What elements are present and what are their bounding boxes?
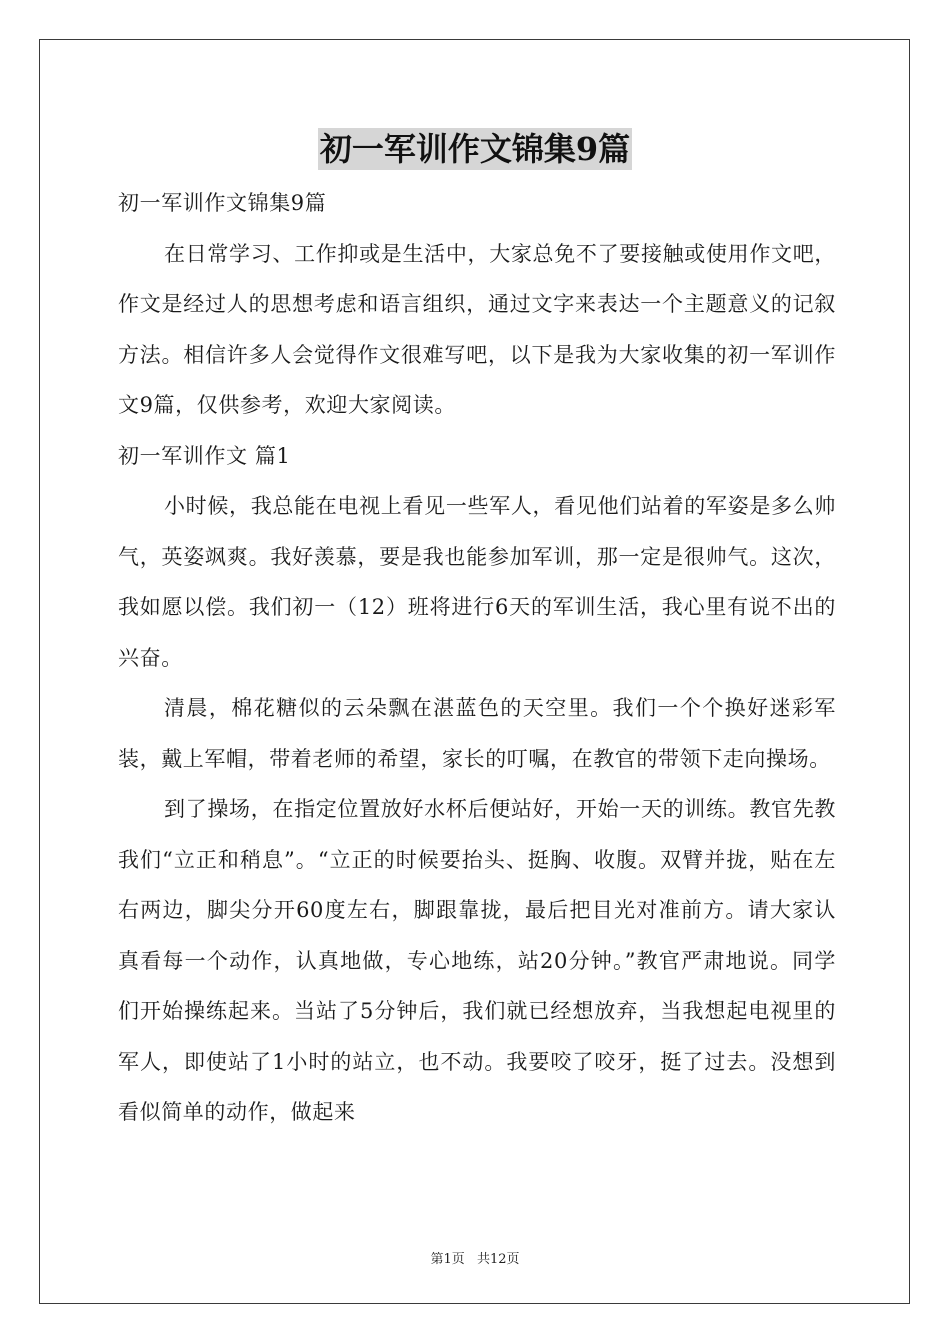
page-number: 第1页 — [430, 1252, 465, 1267]
document-body — [118, 178, 836, 1138]
page-footer — [0, 1248, 950, 1267]
section-heading: 初一军训作文 篇1 — [118, 443, 291, 468]
body-paragraph-2: 清晨，棉花糖似的云朵飘在湛蓝色的天空里。我们一个个换好迷彩军装，戴上军帽，带着老师的希望，家长的叮嘱，在教官的带领下走向操场。 — [118, 696, 836, 771]
body-paragraph-3: 到了操场，在指定位置放好水杯后便站好，开始一天的训练。教官先教我们“立正和稍息”。“立正的时候要抬头、挺胸、收腹。双臂并拢，贴在左右两边，脚尖分开60度左右，脚跟靠拢，最后把目光对准前方。请大家认真看每一个动作，认真地做，专心地练，站20分钟。”教官严肃地说。同学们开始操练起来。当站了5分钟后，我们就已经想放弃，当我想起电视里的军人，即使站了1小时的站立，也不动。我要咬了咬牙，挺了过去。没想到看似简单的动作，做起来 — [118, 797, 836, 1124]
intro-paragraph: 在日常学习、工作抑或是生活中，大家总免不了要接触或使用作文吧，作文是经过人的思想考虑和语言组织，通过文字来表达一个主题意义的记叙方法。相信许多人会觉得作文很难写吧，以下是我为大家收集的初一军训作文9篇，仅供参考，欢迎大家阅读。 — [118, 241, 836, 417]
document-subtitle: 初一军训作文锦集9篇 — [118, 191, 327, 215]
document-title: 初一军训作文锦集9篇 — [319, 130, 631, 168]
title-area — [0, 128, 950, 170]
page-total: 共12页 — [476, 1252, 520, 1267]
body-paragraph-1: 小时候，我总能在电视上看见一些军人，看见他们站着的军姿是多么帅气，英姿飒爽。我好羡慕，要是我也能参加军训，那一定是很帅气。这次，我如愿以偿。我们初一（12）班将进行6天的军训生活，我心里有说不出的兴奋。 — [118, 494, 836, 670]
